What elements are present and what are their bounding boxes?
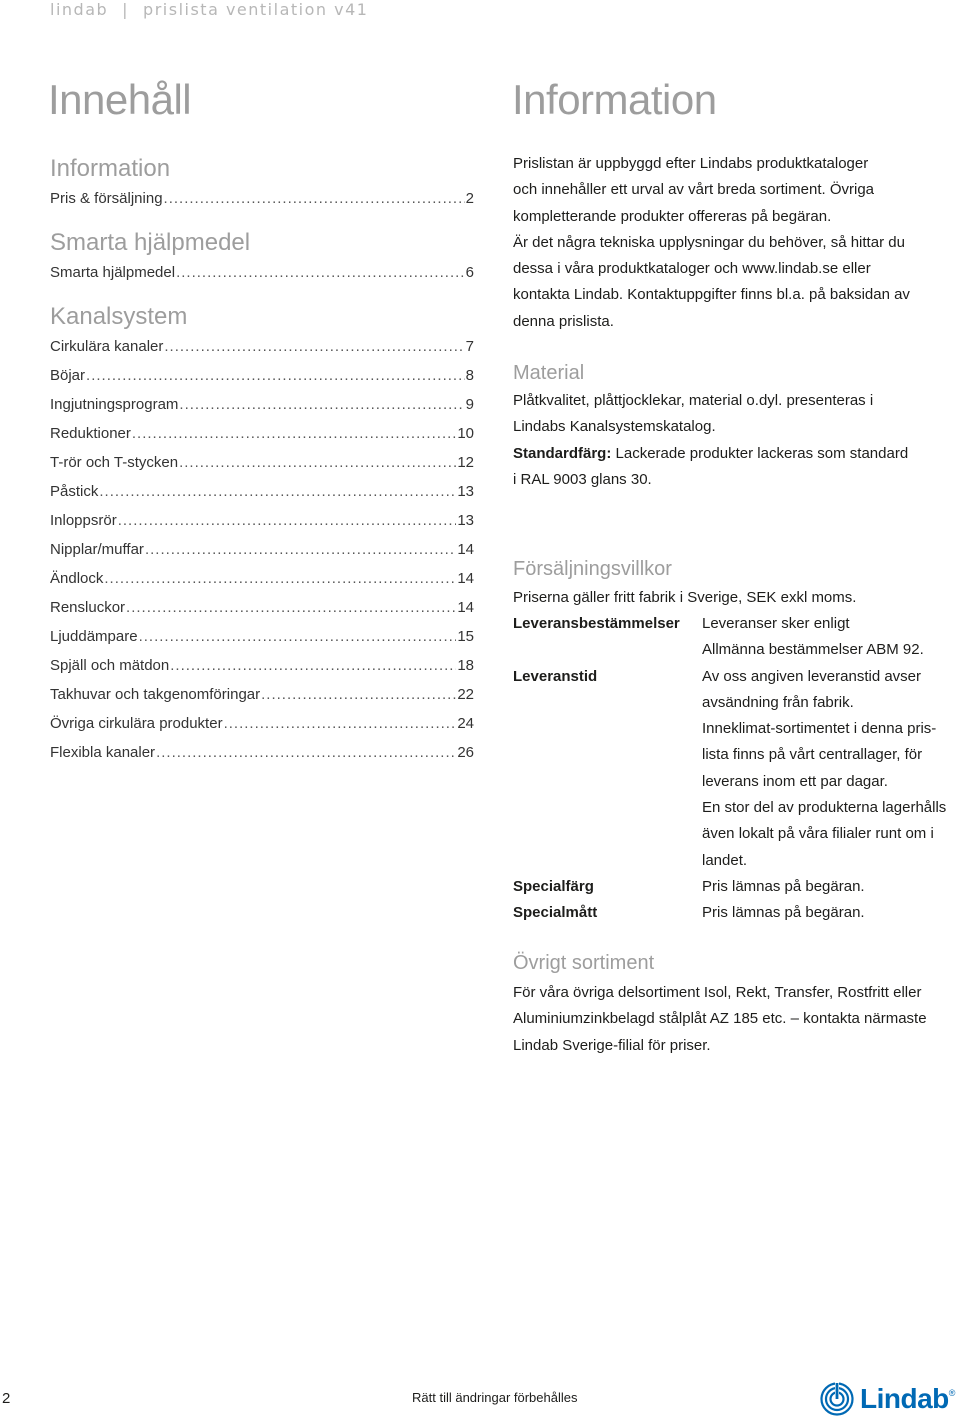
- logo-wordmark: Lindab: [860, 1383, 949, 1414]
- toc-entry-label: Takhuvar och takgenomföringar: [50, 686, 261, 703]
- term-key: [513, 690, 702, 716]
- toc-entry-page: 14: [457, 599, 474, 616]
- term-row: [513, 664, 953, 690]
- term-row: [513, 821, 953, 847]
- toc-entry-label: Påstick: [50, 483, 99, 500]
- term-value: avsändning från fabrik.: [702, 693, 854, 711]
- other-line: Lindab Sverige-filial för priser.: [513, 1036, 711, 1054]
- toc-entry-page: 18: [457, 657, 474, 674]
- toc-entry-page: 14: [457, 541, 474, 558]
- toc-entry-page: 8: [465, 367, 474, 384]
- intro-paragraph: [513, 151, 943, 335]
- toc-entry: [50, 622, 474, 651]
- toc-entry-page: 22: [457, 686, 474, 703]
- toc-entry: [50, 184, 474, 213]
- term-row: [513, 637, 953, 663]
- footer-note: Rätt till ändringar förbehålles: [412, 1390, 578, 1405]
- toc-section-heading: Kanalsystem: [50, 303, 188, 330]
- toc-leader-dots: [224, 709, 457, 738]
- page-number: 2: [2, 1390, 11, 1407]
- intro-line: och innehåller ett urval av vårt breda sortiment. Övriga: [513, 181, 875, 199]
- material-paragraph: [513, 388, 943, 441]
- term-key: [513, 821, 702, 847]
- material-section: [513, 360, 943, 493]
- sales-heading: Försäljningsvillkor: [513, 558, 672, 580]
- material-line: Plåtkvalitet, plåttjocklekar, material o.dyl. presenteras i: [513, 392, 874, 409]
- toc-entry: [50, 564, 474, 593]
- toc-entry: [50, 332, 474, 361]
- sales-heading-block: [513, 556, 943, 611]
- term-row: [513, 716, 953, 742]
- intro-line: dessa i våra produktkataloger och www.lindab.se eller: [513, 260, 871, 278]
- lindab-logo: [820, 1382, 955, 1416]
- toc-entry: [50, 258, 474, 287]
- toc-entry: [50, 506, 474, 535]
- toc-entry-label: Spjäll och mätdon: [50, 657, 170, 674]
- other-heading: Övrigt sortiment: [513, 952, 655, 974]
- standard-color-line: [513, 441, 943, 467]
- toc-entry: [50, 390, 474, 419]
- standard-color-label: Standardfärg:: [513, 444, 612, 462]
- term-row: [513, 900, 953, 926]
- toc-leader-dots: [139, 622, 457, 651]
- toc-leader-dots: [132, 419, 456, 448]
- intro-line: kompletterande produkter offereras på begäran.: [513, 207, 832, 225]
- term-key: [513, 637, 702, 663]
- toc-entry-label: Rensluckor: [50, 599, 126, 616]
- term-value: Inneklimat-sortimentet i denna pris-: [702, 720, 937, 738]
- toc-entry-page: 7: [465, 338, 474, 355]
- toc-entry-page: 2: [465, 190, 474, 207]
- other-paragraph: [513, 980, 943, 1059]
- toc-leader-dots: [118, 506, 457, 535]
- toc-entry-label: Ljuddämpare: [50, 628, 138, 645]
- toc-entry: [50, 651, 474, 680]
- toc-entry-page: 26: [457, 744, 474, 761]
- toc-entry-label: Smarta hjälpmedel: [50, 264, 176, 281]
- info-title: Information: [512, 76, 717, 123]
- term-row: [513, 690, 953, 716]
- toc-entry: [50, 535, 474, 564]
- info-intro: [513, 151, 943, 335]
- header-title: prislista ventilation v41: [143, 0, 369, 19]
- term-value: En stor del av produkterna lagerhålls: [702, 799, 947, 817]
- toc-leader-dots: [126, 593, 456, 622]
- term-row: [513, 769, 953, 795]
- term-key: Leveransbestämmelser: [513, 615, 680, 632]
- toc-leader-dots: [164, 184, 465, 213]
- term-key: Leveranstid: [513, 667, 598, 685]
- toc-entry-label: Reduktioner: [50, 425, 131, 442]
- toc-entry-label: Ändlock: [50, 570, 104, 587]
- toc-leader-dots: [99, 477, 456, 506]
- material-heading: Material: [513, 362, 585, 384]
- intro-line: Prislistan är uppbyggd efter Lindabs produktkataloger: [513, 155, 869, 172]
- term-value: Allmänna bestämmelser ABM 92.: [702, 641, 924, 659]
- toc-entry-page: 15: [457, 628, 474, 645]
- header-brand: lindab: [50, 0, 109, 19]
- term-value: även lokalt på våra filialer runt om i: [702, 825, 934, 843]
- term-value: Leveranser sker enligt: [702, 615, 850, 632]
- toc-leader-dots: [170, 651, 456, 680]
- term-key: [513, 769, 702, 795]
- toc-entry-label: Övriga cirkulära produkter: [50, 715, 223, 732]
- term-key: [513, 848, 702, 874]
- other-section: [513, 950, 943, 1059]
- term-key: [513, 742, 702, 768]
- term-key: [513, 716, 702, 742]
- term-value: Pris lämnas på begäran.: [702, 877, 865, 895]
- term-key: Specialfärg: [513, 877, 594, 895]
- term-value: Av oss angiven leveranstid avser: [702, 667, 922, 685]
- running-header: [50, 0, 368, 19]
- term-row: [513, 795, 953, 821]
- term-value: Pris lämnas på begäran.: [702, 904, 865, 922]
- toc-leader-dots: [179, 448, 456, 477]
- toc-entry-page: 6: [465, 264, 474, 281]
- table-of-contents: [50, 154, 474, 767]
- term-key: [513, 795, 702, 821]
- toc-entry-label: Inloppsrör: [50, 512, 117, 529]
- term-value: lista finns på vårt centrallager, för: [702, 746, 923, 764]
- toc-leader-dots: [179, 390, 464, 419]
- toc-entry: [50, 419, 474, 448]
- sales-terms: [513, 611, 953, 927]
- toc-entry-label: Nipplar/muffar: [50, 541, 144, 558]
- toc-entry: [50, 477, 474, 506]
- term-value: leverans inom ett par dagar.: [702, 772, 888, 790]
- term-row: [513, 742, 953, 768]
- toc-entry: [50, 738, 474, 767]
- term-value: landet.: [702, 851, 748, 869]
- standard-color-text: Lackerade produkter lackeras som standard: [611, 444, 909, 462]
- toc-leader-dots: [104, 564, 456, 593]
- toc-entry-page: 14: [457, 570, 474, 587]
- toc-section-heading: Information: [50, 155, 171, 182]
- toc-entry-label: Pris & försäljning: [50, 190, 163, 207]
- sales-intro: Priserna gäller fritt fabrik i Sverige, SEK exkl moms.: [513, 589, 857, 606]
- term-row: [513, 874, 953, 900]
- toc-section-heading: Smarta hjälpmedel: [50, 229, 251, 256]
- toc-entry: [50, 593, 474, 622]
- toc-entry-page: 10: [457, 425, 474, 442]
- intro-line: Är det några tekniska upplysningar du behöver, så hittar du: [513, 233, 905, 251]
- toc-leader-dots: [156, 738, 456, 767]
- toc-leader-dots: [164, 332, 464, 361]
- toc-entry: [50, 709, 474, 738]
- other-line: Aluminiumzinkbelagd stålplåt AZ 185 etc. – kontakta närmaste: [513, 1010, 927, 1028]
- toc-entry-label: Ingjutningsprogram: [50, 396, 179, 413]
- toc-leader-dots: [176, 258, 465, 287]
- term-row: [513, 848, 953, 874]
- toc-entry-label: Cirkulära kanaler: [50, 338, 164, 355]
- term-row: [513, 611, 953, 637]
- toc-entry: [50, 361, 474, 390]
- toc-entry-page: 9: [465, 396, 474, 413]
- other-line: För våra övriga delsortiment Isol, Rekt, Transfer, Rostfritt eller: [513, 984, 922, 1001]
- toc-entry-label: Böjar: [50, 367, 86, 384]
- toc-entry-page: 12: [457, 454, 474, 471]
- intro-line: kontakta Lindab. Kontaktuppgifter finns bl.a. på baksidan av: [513, 286, 910, 304]
- toc-entry-page: 24: [457, 715, 474, 732]
- logo-registered-mark: ®: [948, 1388, 956, 1398]
- toc-entry-page: 13: [457, 483, 474, 500]
- toc-entry-page: 13: [457, 512, 474, 529]
- toc-leader-dots: [86, 361, 465, 390]
- toc-entry-label: Flexibla kanaler: [50, 744, 156, 761]
- material-line: Lindabs Kanalsystemskatalog.: [513, 418, 716, 436]
- toc-entry: [50, 448, 474, 477]
- intro-line: denna prislista.: [513, 312, 614, 330]
- toc-leader-dots: [261, 680, 456, 709]
- lindab-logo-icon: [820, 1382, 854, 1416]
- header-separator: |: [122, 0, 130, 19]
- toc-title: Innehåll: [48, 76, 192, 123]
- toc-entry: [50, 680, 474, 709]
- standard-color-line-2: i RAL 9003 glans 30.: [513, 470, 652, 488]
- toc-leader-dots: [145, 535, 456, 564]
- toc-entry-label: T-rör och T-stycken: [50, 454, 179, 471]
- term-key: Specialmått: [513, 904, 598, 922]
